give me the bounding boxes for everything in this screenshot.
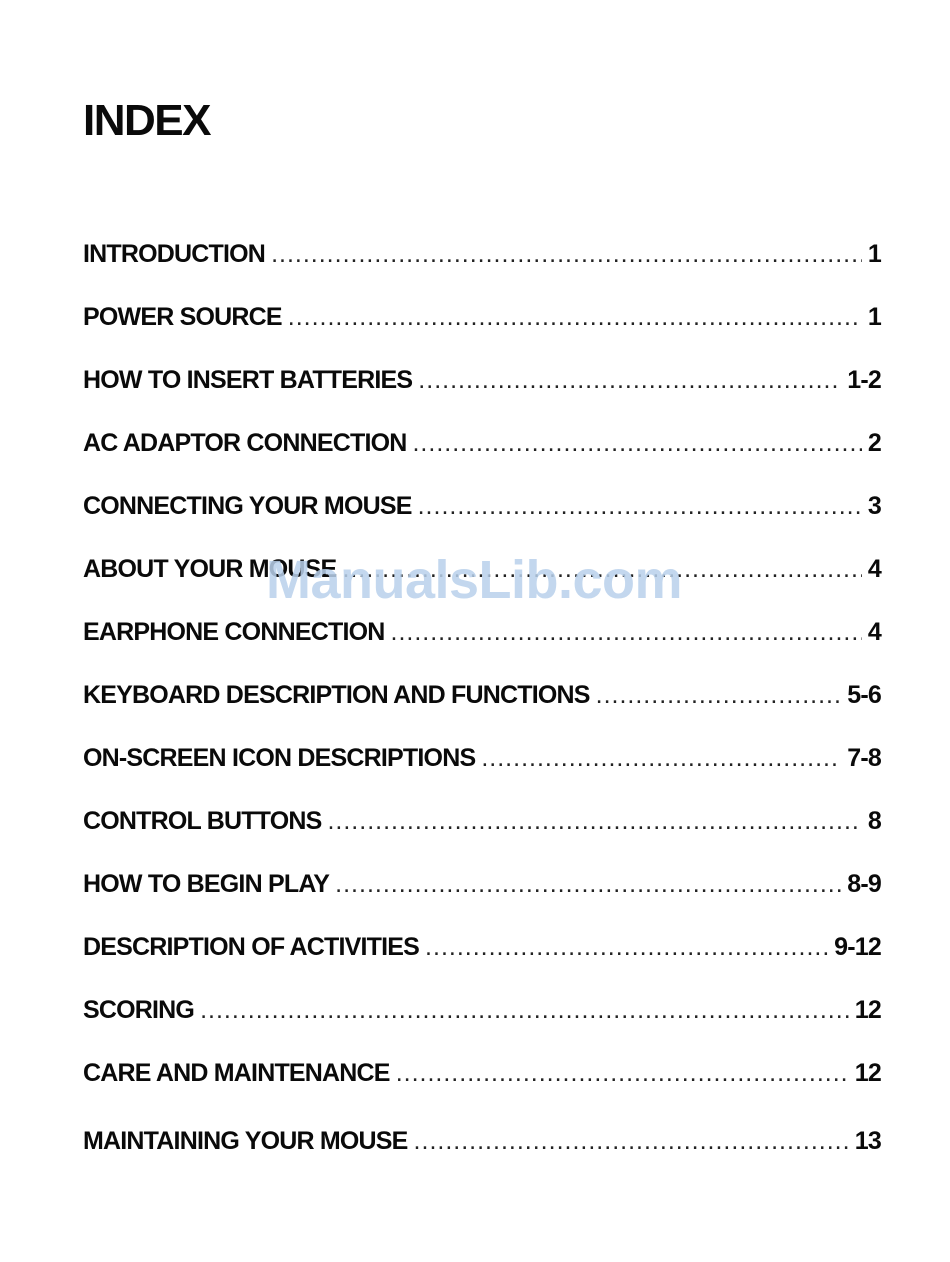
dot-leader bbox=[335, 864, 841, 904]
dot-leader bbox=[596, 675, 842, 715]
page-title: INDEX bbox=[83, 96, 210, 145]
dot-leader bbox=[414, 1121, 849, 1161]
toc-entry-page: 1 bbox=[867, 240, 881, 268]
dot-leader bbox=[327, 801, 861, 841]
dot-leader bbox=[271, 234, 862, 274]
toc-entry-page: 1 bbox=[867, 303, 881, 331]
dot-leader bbox=[418, 486, 862, 526]
dot-leader bbox=[425, 927, 828, 967]
toc-entry-power-source[interactable] bbox=[83, 297, 881, 337]
toc-entry-title: ON-SCREEN ICON DESCRIPTIONS bbox=[83, 744, 476, 772]
toc-entry-page: 1-2 bbox=[847, 366, 881, 394]
toc-entry-page: 8-9 bbox=[847, 870, 881, 898]
toc-entry-about-mouse[interactable] bbox=[83, 549, 881, 589]
toc-entry-title: HOW TO INSERT BATTERIES bbox=[83, 366, 413, 394]
toc-entry-keyboard[interactable] bbox=[83, 675, 881, 715]
toc-entry-page: 12 bbox=[854, 996, 881, 1024]
toc-entry-scoring[interactable] bbox=[83, 990, 881, 1030]
toc-entry-control-buttons[interactable] bbox=[83, 801, 881, 841]
dot-leader bbox=[418, 360, 841, 400]
toc-entry-care[interactable] bbox=[83, 1053, 881, 1093]
toc-entry-title: ABOUT YOUR MOUSE bbox=[83, 555, 337, 583]
toc-entry-page: 9-12 bbox=[834, 933, 881, 961]
dot-leader bbox=[288, 297, 862, 337]
toc-entry-page: 13 bbox=[854, 1127, 881, 1155]
toc-entry-introduction[interactable] bbox=[83, 234, 881, 274]
toc-entry-title: AC ADAPTOR CONNECTION bbox=[83, 429, 407, 457]
toc-entry-page: 8 bbox=[867, 807, 881, 835]
toc-entry-title: CONNECTING YOUR MOUSE bbox=[83, 492, 412, 520]
toc-entry-title: CONTROL BUTTONS bbox=[83, 807, 322, 835]
toc-entry-title: KEYBOARD DESCRIPTION AND FUNCTIONS bbox=[83, 681, 590, 709]
toc-entry-title: MAINTAINING YOUR MOUSE bbox=[83, 1127, 408, 1155]
dot-leader bbox=[481, 738, 841, 778]
toc-entry-connecting-mouse[interactable] bbox=[83, 486, 881, 526]
toc-entry-title: SCORING bbox=[83, 996, 195, 1024]
dot-leader bbox=[412, 423, 861, 463]
toc-entry-title: INTRODUCTION bbox=[83, 240, 266, 268]
toc-entry-insert-batteries[interactable] bbox=[83, 360, 881, 400]
toc-entry-page: 3 bbox=[867, 492, 881, 520]
toc-entry-page: 4 bbox=[867, 618, 881, 646]
toc-entry-page: 7-8 bbox=[847, 744, 881, 772]
dot-leader bbox=[396, 1053, 849, 1093]
dot-leader bbox=[342, 549, 861, 589]
dot-leader bbox=[200, 990, 849, 1030]
toc-entry-begin-play[interactable] bbox=[83, 864, 881, 904]
toc-entry-on-screen-icons[interactable] bbox=[83, 738, 881, 778]
toc-entry-title: EARPHONE CONNECTION bbox=[83, 618, 385, 646]
toc-entry-maintaining-mouse[interactable] bbox=[83, 1121, 881, 1161]
toc-entry-page: 12 bbox=[854, 1059, 881, 1087]
dot-leader bbox=[391, 612, 862, 652]
toc-entry-title: HOW TO BEGIN PLAY bbox=[83, 870, 330, 898]
toc-entry-page: 4 bbox=[867, 555, 881, 583]
toc-entry-page: 5-6 bbox=[847, 681, 881, 709]
toc-entry-title: CARE AND MAINTENANCE bbox=[83, 1059, 390, 1087]
watermark: ManualsLib.com bbox=[266, 550, 683, 610]
toc-entry-earphone[interactable] bbox=[83, 612, 881, 652]
toc-entry-title: DESCRIPTION OF ACTIVITIES bbox=[83, 933, 420, 961]
toc-entry-title: POWER SOURCE bbox=[83, 303, 282, 331]
toc-entry-page: 2 bbox=[867, 429, 881, 457]
toc-entry-activities[interactable] bbox=[83, 927, 881, 967]
toc-entry-ac-adaptor[interactable] bbox=[83, 423, 881, 463]
